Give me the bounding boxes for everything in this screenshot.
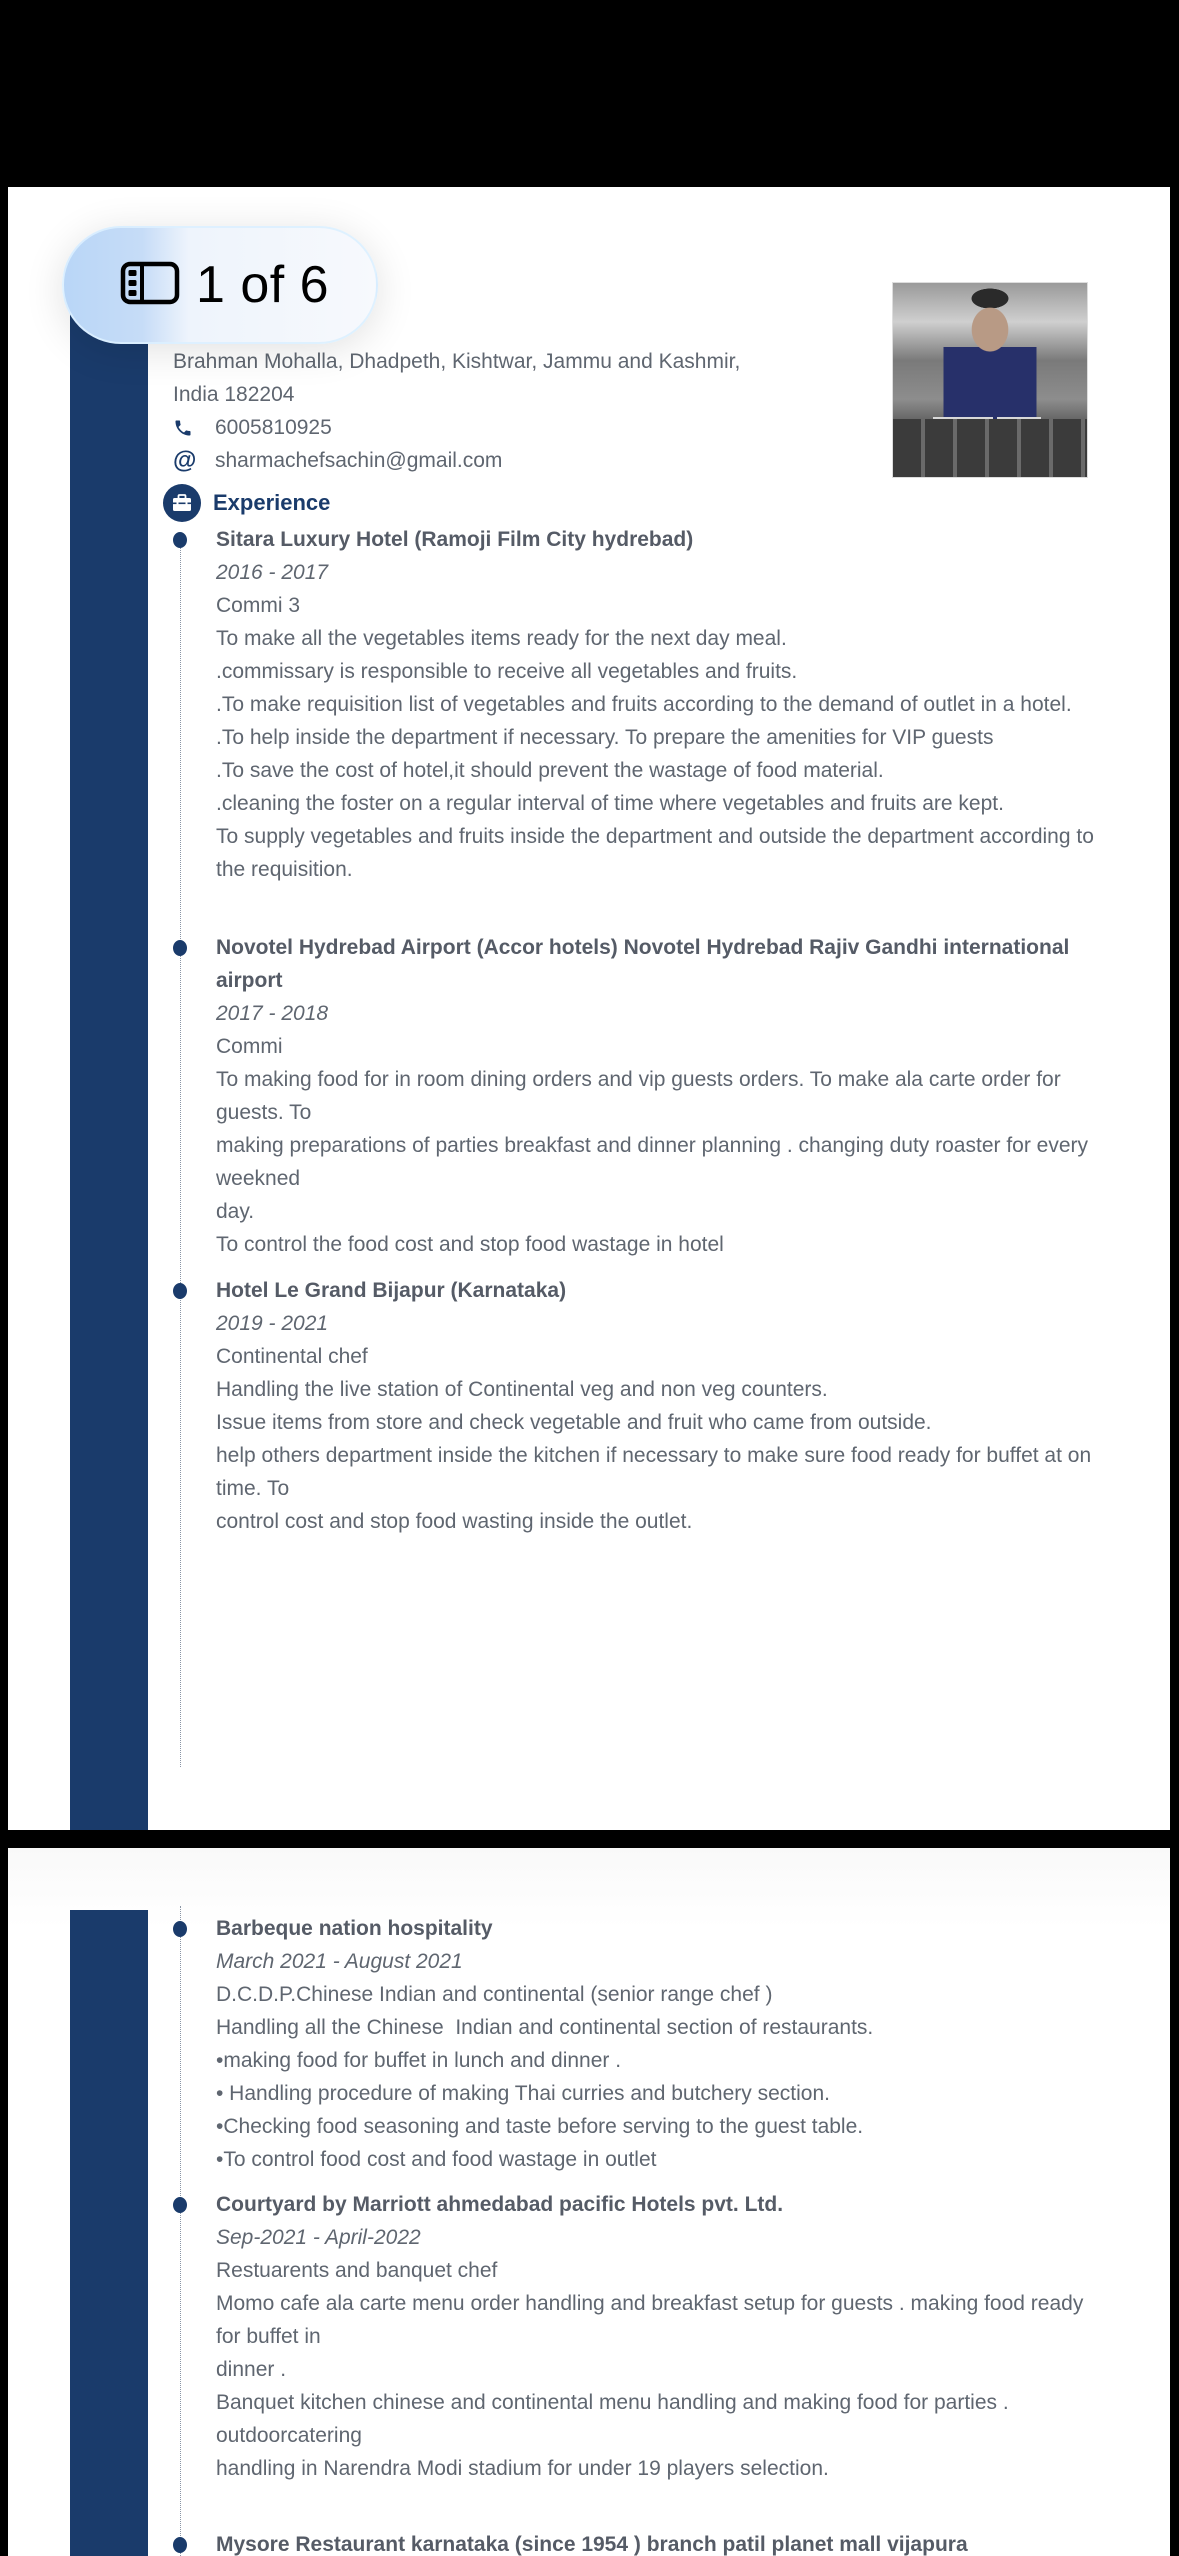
- phone-icon: [173, 418, 215, 438]
- duty-line: Handling the live station of Continental veg and non veg counters.: [216, 1378, 828, 1401]
- timeline-dot-icon: [173, 1921, 187, 1937]
- duty-line: To supply vegetables and fruits inside the department and outside the department according to the requisition.: [216, 825, 1100, 881]
- duty-line: .To help inside the department if necessary. To prepare the amenities for VIP guests: [216, 726, 994, 749]
- duty-line: •Checking food seasoning and taste before serving to the guest table.: [216, 2115, 864, 2138]
- timeline-dot-icon: [173, 2537, 187, 2553]
- address-line-2: India 182204: [173, 383, 295, 406]
- duty-line: .commissary is responsible to receive all vegetables and fruits.: [216, 660, 798, 683]
- timeline-line: [180, 1906, 181, 2556]
- duty-line: .To make requisition list of vegetables and fruits according to the demand of outlet in a hotel.: [216, 693, 1072, 716]
- experience-entry: [216, 2528, 1096, 2556]
- address-line-1: Brahman Mohalla, Dhadpeth, Kishtwar, Jammu and Kashmir,: [173, 350, 741, 373]
- experience-entry: [216, 1912, 1096, 2176]
- experience-entry: [216, 2188, 1096, 2485]
- duty-line: making preparations of parties breakfast and dinner planning . changing duty roaster for every weekned: [216, 1134, 1094, 1190]
- duty-line: dinner .: [216, 2358, 287, 2381]
- duty-line: .cleaning the foster on a regular interval of time where vegetables and fruits are kept.: [216, 792, 1004, 815]
- email-row: [173, 444, 740, 477]
- experience-entry: [216, 1274, 1096, 1538]
- duty-line: •To control food cost and food wastage in outlet: [216, 2148, 657, 2171]
- duty-line: Issue items from store and check vegetable and fruit who came from outside.: [216, 1411, 932, 1434]
- employment-dates: March 2021 - August 2021: [216, 1950, 463, 1973]
- employment-dates: 2016 - 2017: [216, 561, 329, 584]
- resume-page-1[interactable]: [8, 187, 1170, 1830]
- timeline-line: [180, 537, 181, 1767]
- duty-line: Banquet kitchen chinese and continental menu handling and making food for parties . outdoorcatering: [216, 2391, 1015, 2447]
- company-name: Courtyard by Marriott ahmedabad pacific Hotels pvt. Ltd.: [216, 2193, 784, 2216]
- employment-dates: Sep-2021 - April-2022: [216, 2226, 421, 2249]
- duty-line: help others department inside the kitchen if necessary to make sure food ready for buffet at on time. To: [216, 1444, 1097, 1500]
- company-name: Novotel Hydrebad Airport (Accor hotels) Novotel Hydrebad Rajiv Gandhi international airport: [216, 936, 1070, 992]
- employment-dates: 2019 - 2021: [216, 1312, 329, 1335]
- sidebar-accent-bar: [70, 282, 148, 1830]
- section-title: Experience: [213, 490, 331, 515]
- company-name: Barbeque nation hospitality: [216, 1917, 493, 1940]
- company-name: Mysore Restaurant karnataka (since 1954 ) branch patil planet mall vijapura: [216, 2533, 968, 2556]
- duty-line: Handling all the Chinese Indian and continental section of restaurants.: [216, 2016, 874, 2039]
- duty-line: day.: [216, 1200, 255, 1223]
- profile-photo: [892, 282, 1088, 478]
- duty-line: Momo cafe ala carte menu order handling and breakfast setup for guests . making food ready for buffet in: [216, 2292, 1090, 2348]
- briefcase-icon: [163, 484, 201, 522]
- company-name: Hotel Le Grand Bijapur (Karnataka): [216, 1279, 567, 1302]
- duty-line: • Handling procedure of making Thai curries and butchery section.: [216, 2082, 830, 2105]
- duty-line: handling in Narendra Modi stadium for under 19 players selection.: [216, 2457, 829, 2480]
- timeline-dot-icon: [173, 940, 187, 956]
- phone-row: [173, 411, 740, 444]
- job-role: D.C.D.P.Chinese Indian and continental (senior range chef ): [216, 1983, 773, 2006]
- job-role: Commi 3: [216, 594, 301, 617]
- job-role: Continental chef: [216, 1345, 368, 1368]
- photo-detail: [893, 419, 1087, 477]
- sidebar-thumbnails-icon[interactable]: [120, 261, 180, 310]
- email-address[interactable]: sharmachefsachin@gmail.com: [215, 449, 503, 472]
- timeline-dot-icon: [173, 2197, 187, 2213]
- duty-line: control cost and stop food wasting inside the outlet.: [216, 1510, 693, 1533]
- duty-line: To making food for in room dining orders and vip guests orders. To make ala carte order for guests. To: [216, 1068, 1067, 1124]
- contact-block: [173, 345, 740, 477]
- job-role: Restuarents and banquet chef: [216, 2259, 498, 2282]
- employment-dates: 2017 - 2018: [216, 1002, 329, 1025]
- at-sign-icon: @: [173, 447, 197, 474]
- job-role: Commi: [216, 1035, 283, 1058]
- experience-entry: [216, 523, 1100, 886]
- duty-line: •making food for buffet in lunch and dinner .: [216, 2049, 622, 2072]
- duty-line: .To save the cost of hotel,it should prevent the wastage of food material.: [216, 759, 884, 782]
- timeline-dot-icon: [173, 1283, 187, 1299]
- experience-entry: [216, 931, 1096, 1261]
- timeline-dot-icon: [173, 532, 187, 548]
- sidebar-accent-bar: [70, 1910, 148, 2556]
- duty-line: To make all the vegetables items ready for the next day meal.: [216, 627, 787, 650]
- company-name: Sitara Luxury Hotel (Ramoji Film City hydrebad): [216, 528, 694, 551]
- phone-number[interactable]: 6005810925: [215, 416, 332, 439]
- duty-line: To control the food cost and stop food wastage in hotel: [216, 1233, 724, 1256]
- experience-section-header: [163, 484, 330, 522]
- resume-page-2[interactable]: [8, 1848, 1170, 2556]
- page-indicator-text: 1 of 6: [196, 256, 330, 314]
- page-indicator-pill[interactable]: [62, 226, 378, 344]
